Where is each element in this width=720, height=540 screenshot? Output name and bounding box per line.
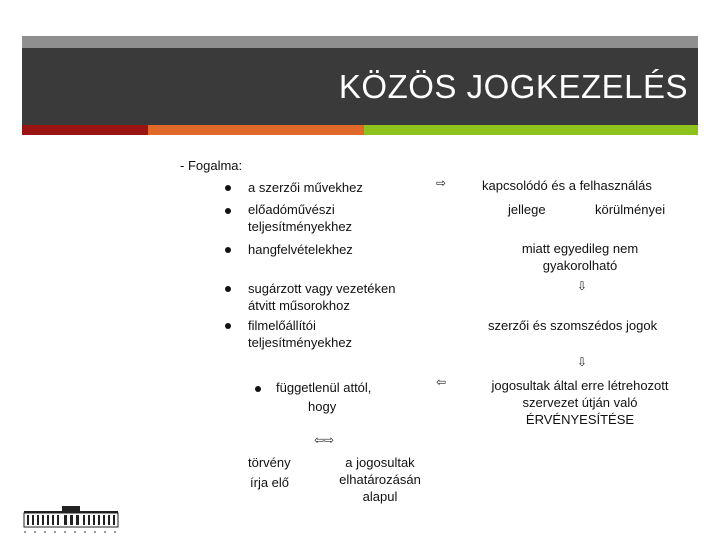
accent-bar-red (22, 125, 148, 135)
kapcsolodo-text: kapcsolódó és a felhasználás (482, 178, 652, 193)
fogalma-heading: - Fogalma: (180, 158, 243, 173)
bullet-6 (255, 386, 261, 392)
down-arrow-icon-2: ⇩ (577, 355, 588, 369)
item-filmeloallitoi: filmelőállítói (248, 318, 316, 333)
jellege-text: jellege (508, 202, 546, 217)
alapul-text: alapul (362, 489, 398, 504)
university-building-logo-icon (22, 505, 120, 535)
item-szerzoi-muvek: a szerzői művekhez (248, 180, 363, 195)
bullet-3 (225, 247, 231, 253)
item-eloadomuveszi: előadóművészi (248, 202, 335, 217)
elhatarozasan-text: elhatározásán (339, 472, 421, 487)
szerzoi-jogok-text: szerzői és szomszédos jogok (488, 318, 658, 333)
bullet-5 (225, 323, 231, 329)
bullet-1 (225, 185, 231, 191)
bullet-2 (225, 208, 231, 214)
item-hangfelvetel: hangfelvételekhez (248, 242, 353, 257)
jogosultak-altal-text: jogosultak által erre létrehozott (491, 378, 669, 393)
accent-bar-orange (148, 125, 364, 135)
item-eloadomuveszi-2: teljesítményekhez (248, 219, 353, 234)
jogosultak-text: a jogosultak (345, 455, 415, 470)
bullet-4 (225, 286, 231, 292)
fuggetlenul-text: függetlenül attól, (276, 380, 372, 395)
irja-elo-text: írja elő (250, 475, 290, 490)
item-filmeloallitoi-2: teljesítményekhez (248, 335, 353, 350)
accent-bar-green (364, 125, 698, 135)
gyakorolhato-text: gyakorolható (542, 258, 618, 273)
torveny-text: törvény (248, 455, 291, 470)
szervezet-text: szervezet útján való (522, 395, 638, 410)
item-sugarzott: sugárzott vagy vezetéken (248, 281, 396, 296)
slide-title: KÖZÖS JOGKEZELÉS (338, 68, 688, 105)
hogy-text: hogy (308, 399, 337, 414)
ervenyesitese-text: ÉRVÉNYESÍTÉSE (525, 412, 635, 427)
item-sugarzott-2: átvitt műsorokhoz (248, 298, 350, 313)
title-bar (22, 48, 698, 125)
right-arrow-icon: ⇨ (436, 176, 447, 190)
miatt-text: miatt egyedileg nem (521, 241, 639, 256)
left-arrow-icon: ⇦ (436, 375, 447, 389)
korulmenyei-text: körülményei (595, 202, 666, 217)
double-arrow-icon: ⇦⇨ (314, 433, 335, 447)
down-arrow-icon-1: ⇩ (577, 279, 588, 293)
top-strip (22, 36, 698, 48)
